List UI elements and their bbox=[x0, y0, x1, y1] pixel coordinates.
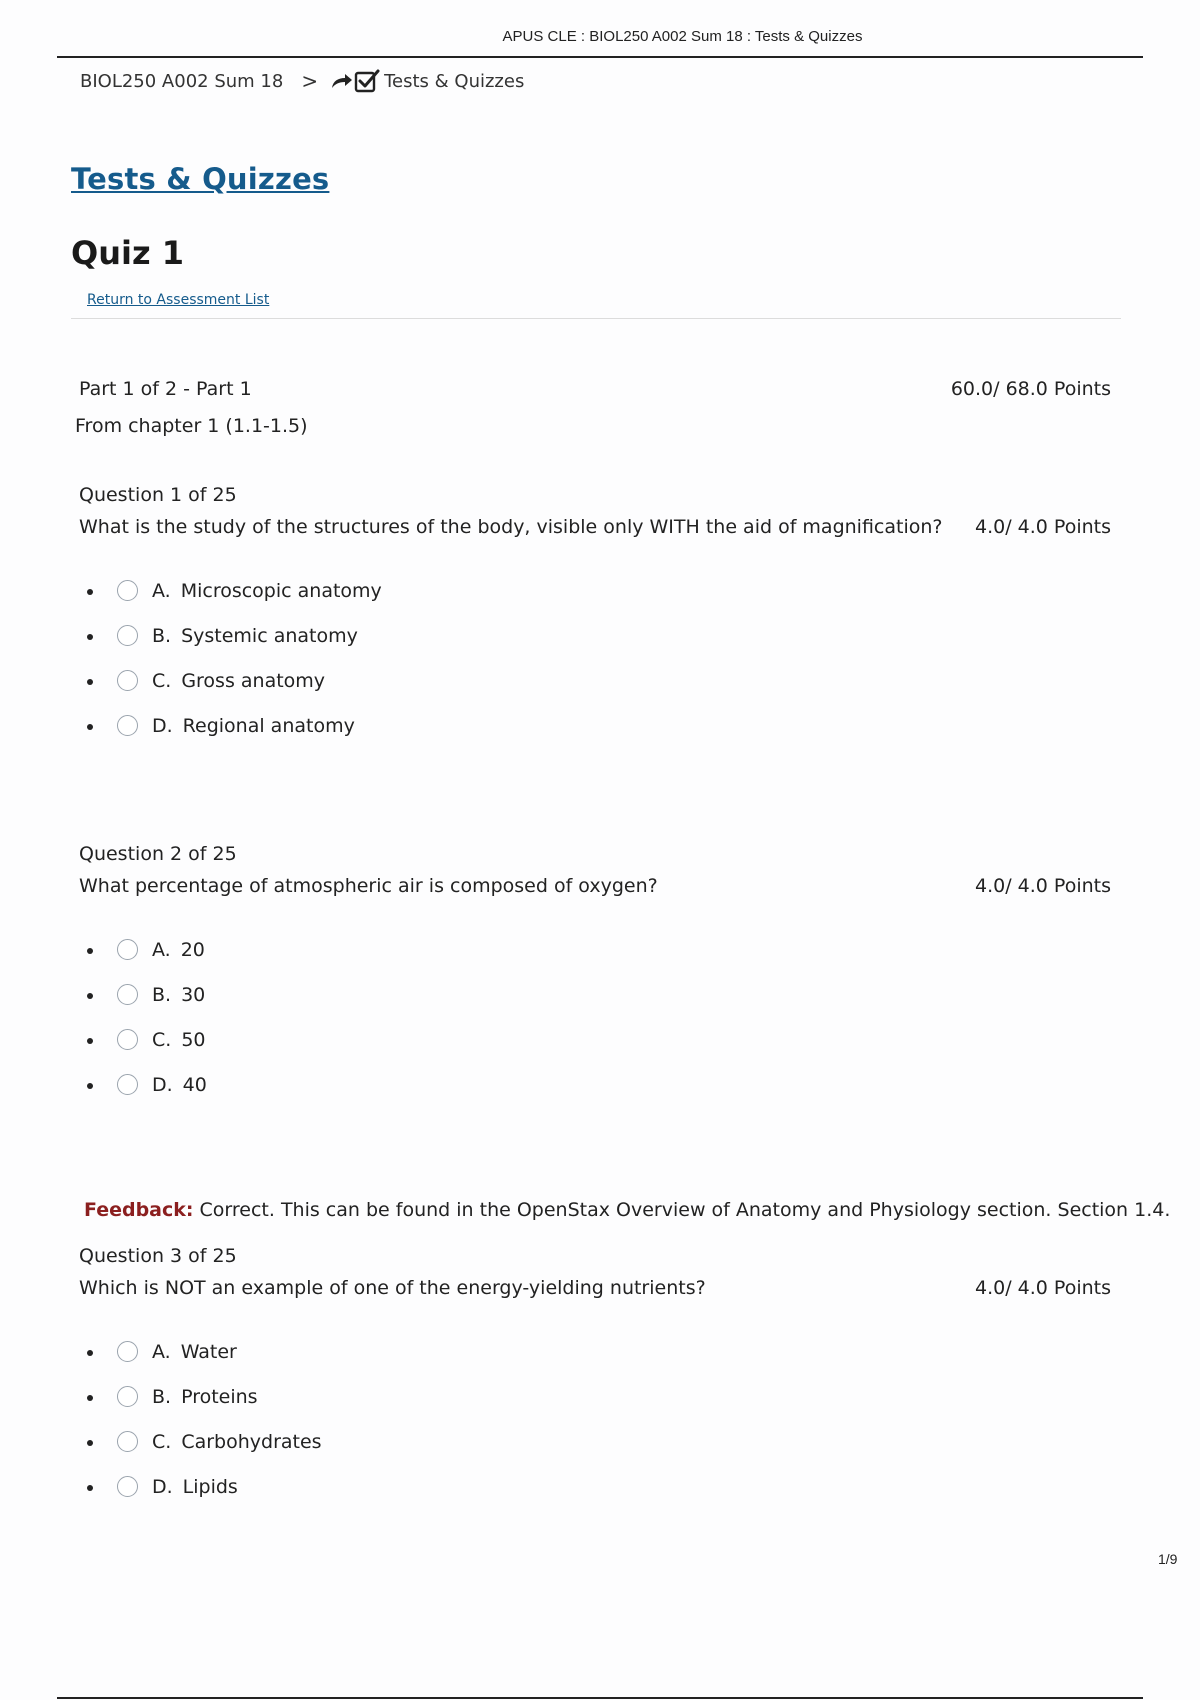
bullet bbox=[87, 1038, 93, 1044]
bullet bbox=[87, 1485, 93, 1491]
feedback-label: Feedback: bbox=[84, 1199, 194, 1221]
footer-rule bbox=[57, 1697, 1143, 1699]
radio-button[interactable] bbox=[117, 1341, 138, 1362]
answer-option[interactable] bbox=[87, 1062, 207, 1107]
radio-button[interactable] bbox=[117, 984, 138, 1005]
forward-arrow-icon bbox=[330, 72, 354, 90]
answer-text: Gross anatomy bbox=[181, 669, 326, 692]
breadcrumb-course-link[interactable]: BIOL250 A002 Sum 18 bbox=[80, 70, 284, 92]
bullet bbox=[87, 1440, 93, 1446]
breadcrumb-separator: > bbox=[301, 69, 319, 93]
print-header: APUS CLE : BIOL250 A002 Sum 18 : Tests & Quizzes bbox=[502, 28, 863, 45]
answer-letter: A. bbox=[152, 1340, 171, 1363]
bullet bbox=[87, 1395, 93, 1401]
part-points: 60.0/ 68.0 Points bbox=[950, 378, 1111, 400]
question-number: Question 3 of 25 bbox=[79, 1245, 237, 1267]
bullet bbox=[87, 993, 93, 999]
radio-button[interactable] bbox=[117, 1431, 138, 1452]
radio-button[interactable] bbox=[117, 625, 138, 646]
answer-text: Systemic anatomy bbox=[181, 624, 358, 647]
answer-text: 40 bbox=[182, 1073, 207, 1096]
question-points: 4.0/ 4.0 Points bbox=[975, 1277, 1111, 1299]
answer-text: 30 bbox=[181, 983, 206, 1006]
bullet bbox=[87, 589, 93, 595]
question-text: What percentage of atmospheric air is composed of oxygen? bbox=[79, 875, 658, 897]
answer-option[interactable] bbox=[87, 1374, 322, 1419]
answer-letter: D. bbox=[152, 1073, 173, 1096]
bullet bbox=[87, 679, 93, 685]
answer-letter: D. bbox=[152, 1475, 173, 1498]
answer-option[interactable] bbox=[87, 927, 207, 972]
tool-title-link[interactable]: Tests & Quizzes bbox=[71, 162, 330, 196]
answer-option[interactable] bbox=[87, 703, 382, 748]
answer-text: 50 bbox=[181, 1028, 206, 1051]
return-to-assessment-list-link[interactable]: Return to Assessment List bbox=[87, 292, 270, 308]
answer-letter: B. bbox=[152, 624, 172, 647]
radio-button[interactable] bbox=[117, 1029, 138, 1050]
question-text: What is the study of the structures of the body, visible only WITH the aid of magnification? bbox=[79, 516, 943, 538]
answer-option[interactable] bbox=[87, 613, 382, 658]
title-divider bbox=[71, 318, 1121, 319]
feedback-text: Correct. This can be found in the OpenStax Overview of Anatomy and Physiology section. Section 1.4. bbox=[199, 1199, 1171, 1221]
question-number: Question 2 of 25 bbox=[79, 843, 237, 865]
radio-button[interactable] bbox=[117, 580, 138, 601]
answer-text: Proteins bbox=[181, 1385, 258, 1408]
answer-option[interactable] bbox=[87, 972, 207, 1017]
radio-button[interactable] bbox=[117, 1386, 138, 1407]
radio-button[interactable] bbox=[117, 670, 138, 691]
bullet bbox=[87, 1083, 93, 1089]
part-title: Part 1 of 2 - Part 1 bbox=[79, 378, 252, 400]
radio-button[interactable] bbox=[117, 1074, 138, 1095]
checkbox-checked-icon bbox=[354, 69, 380, 93]
answer-option[interactable] bbox=[87, 1329, 322, 1374]
answer-list bbox=[87, 1329, 322, 1509]
answer-letter: C. bbox=[152, 1430, 172, 1453]
feedback bbox=[84, 1199, 1170, 1221]
answer-option[interactable] bbox=[87, 1419, 322, 1464]
tests-quizzes-tool-icon bbox=[330, 69, 380, 93]
answer-text: Regional anatomy bbox=[182, 714, 355, 737]
quiz-title: Quiz 1 bbox=[71, 234, 184, 272]
answer-letter: A. bbox=[152, 579, 171, 602]
answer-letter: A. bbox=[152, 938, 171, 961]
question-number: Question 1 of 25 bbox=[79, 484, 237, 506]
radio-button[interactable] bbox=[117, 939, 138, 960]
question-points: 4.0/ 4.0 Points bbox=[975, 516, 1111, 538]
question-text: Which is NOT an example of one of the energy-yielding nutrients? bbox=[79, 1277, 706, 1299]
answer-list bbox=[87, 568, 382, 748]
answer-option[interactable] bbox=[87, 1464, 322, 1509]
bullet bbox=[87, 724, 93, 730]
breadcrumb bbox=[80, 66, 524, 96]
answer-text: Lipids bbox=[182, 1475, 238, 1498]
answer-option[interactable] bbox=[87, 568, 382, 613]
page-number: 1/9 bbox=[1158, 1551, 1178, 1567]
answer-letter: C. bbox=[152, 669, 172, 692]
answer-letter: B. bbox=[152, 983, 172, 1006]
answer-letter: D. bbox=[152, 714, 173, 737]
bullet bbox=[87, 948, 93, 954]
breadcrumb-tool: Tests & Quizzes bbox=[384, 70, 525, 92]
answer-option[interactable] bbox=[87, 658, 382, 703]
answer-letter: C. bbox=[152, 1028, 172, 1051]
header-rule bbox=[57, 56, 1143, 58]
question-points: 4.0/ 4.0 Points bbox=[975, 875, 1111, 897]
radio-button[interactable] bbox=[117, 1476, 138, 1497]
answer-text: Microscopic anatomy bbox=[180, 579, 382, 602]
answer-list bbox=[87, 927, 207, 1107]
answer-text: Water bbox=[180, 1340, 237, 1363]
answer-letter: B. bbox=[152, 1385, 172, 1408]
answer-text: Carbohydrates bbox=[181, 1430, 322, 1453]
bullet bbox=[87, 634, 93, 640]
radio-button[interactable] bbox=[117, 715, 138, 736]
answer-text: 20 bbox=[180, 938, 205, 961]
bullet bbox=[87, 1350, 93, 1356]
answer-option[interactable] bbox=[87, 1017, 207, 1062]
part-description: From chapter 1 (1.1-1.5) bbox=[75, 415, 308, 437]
